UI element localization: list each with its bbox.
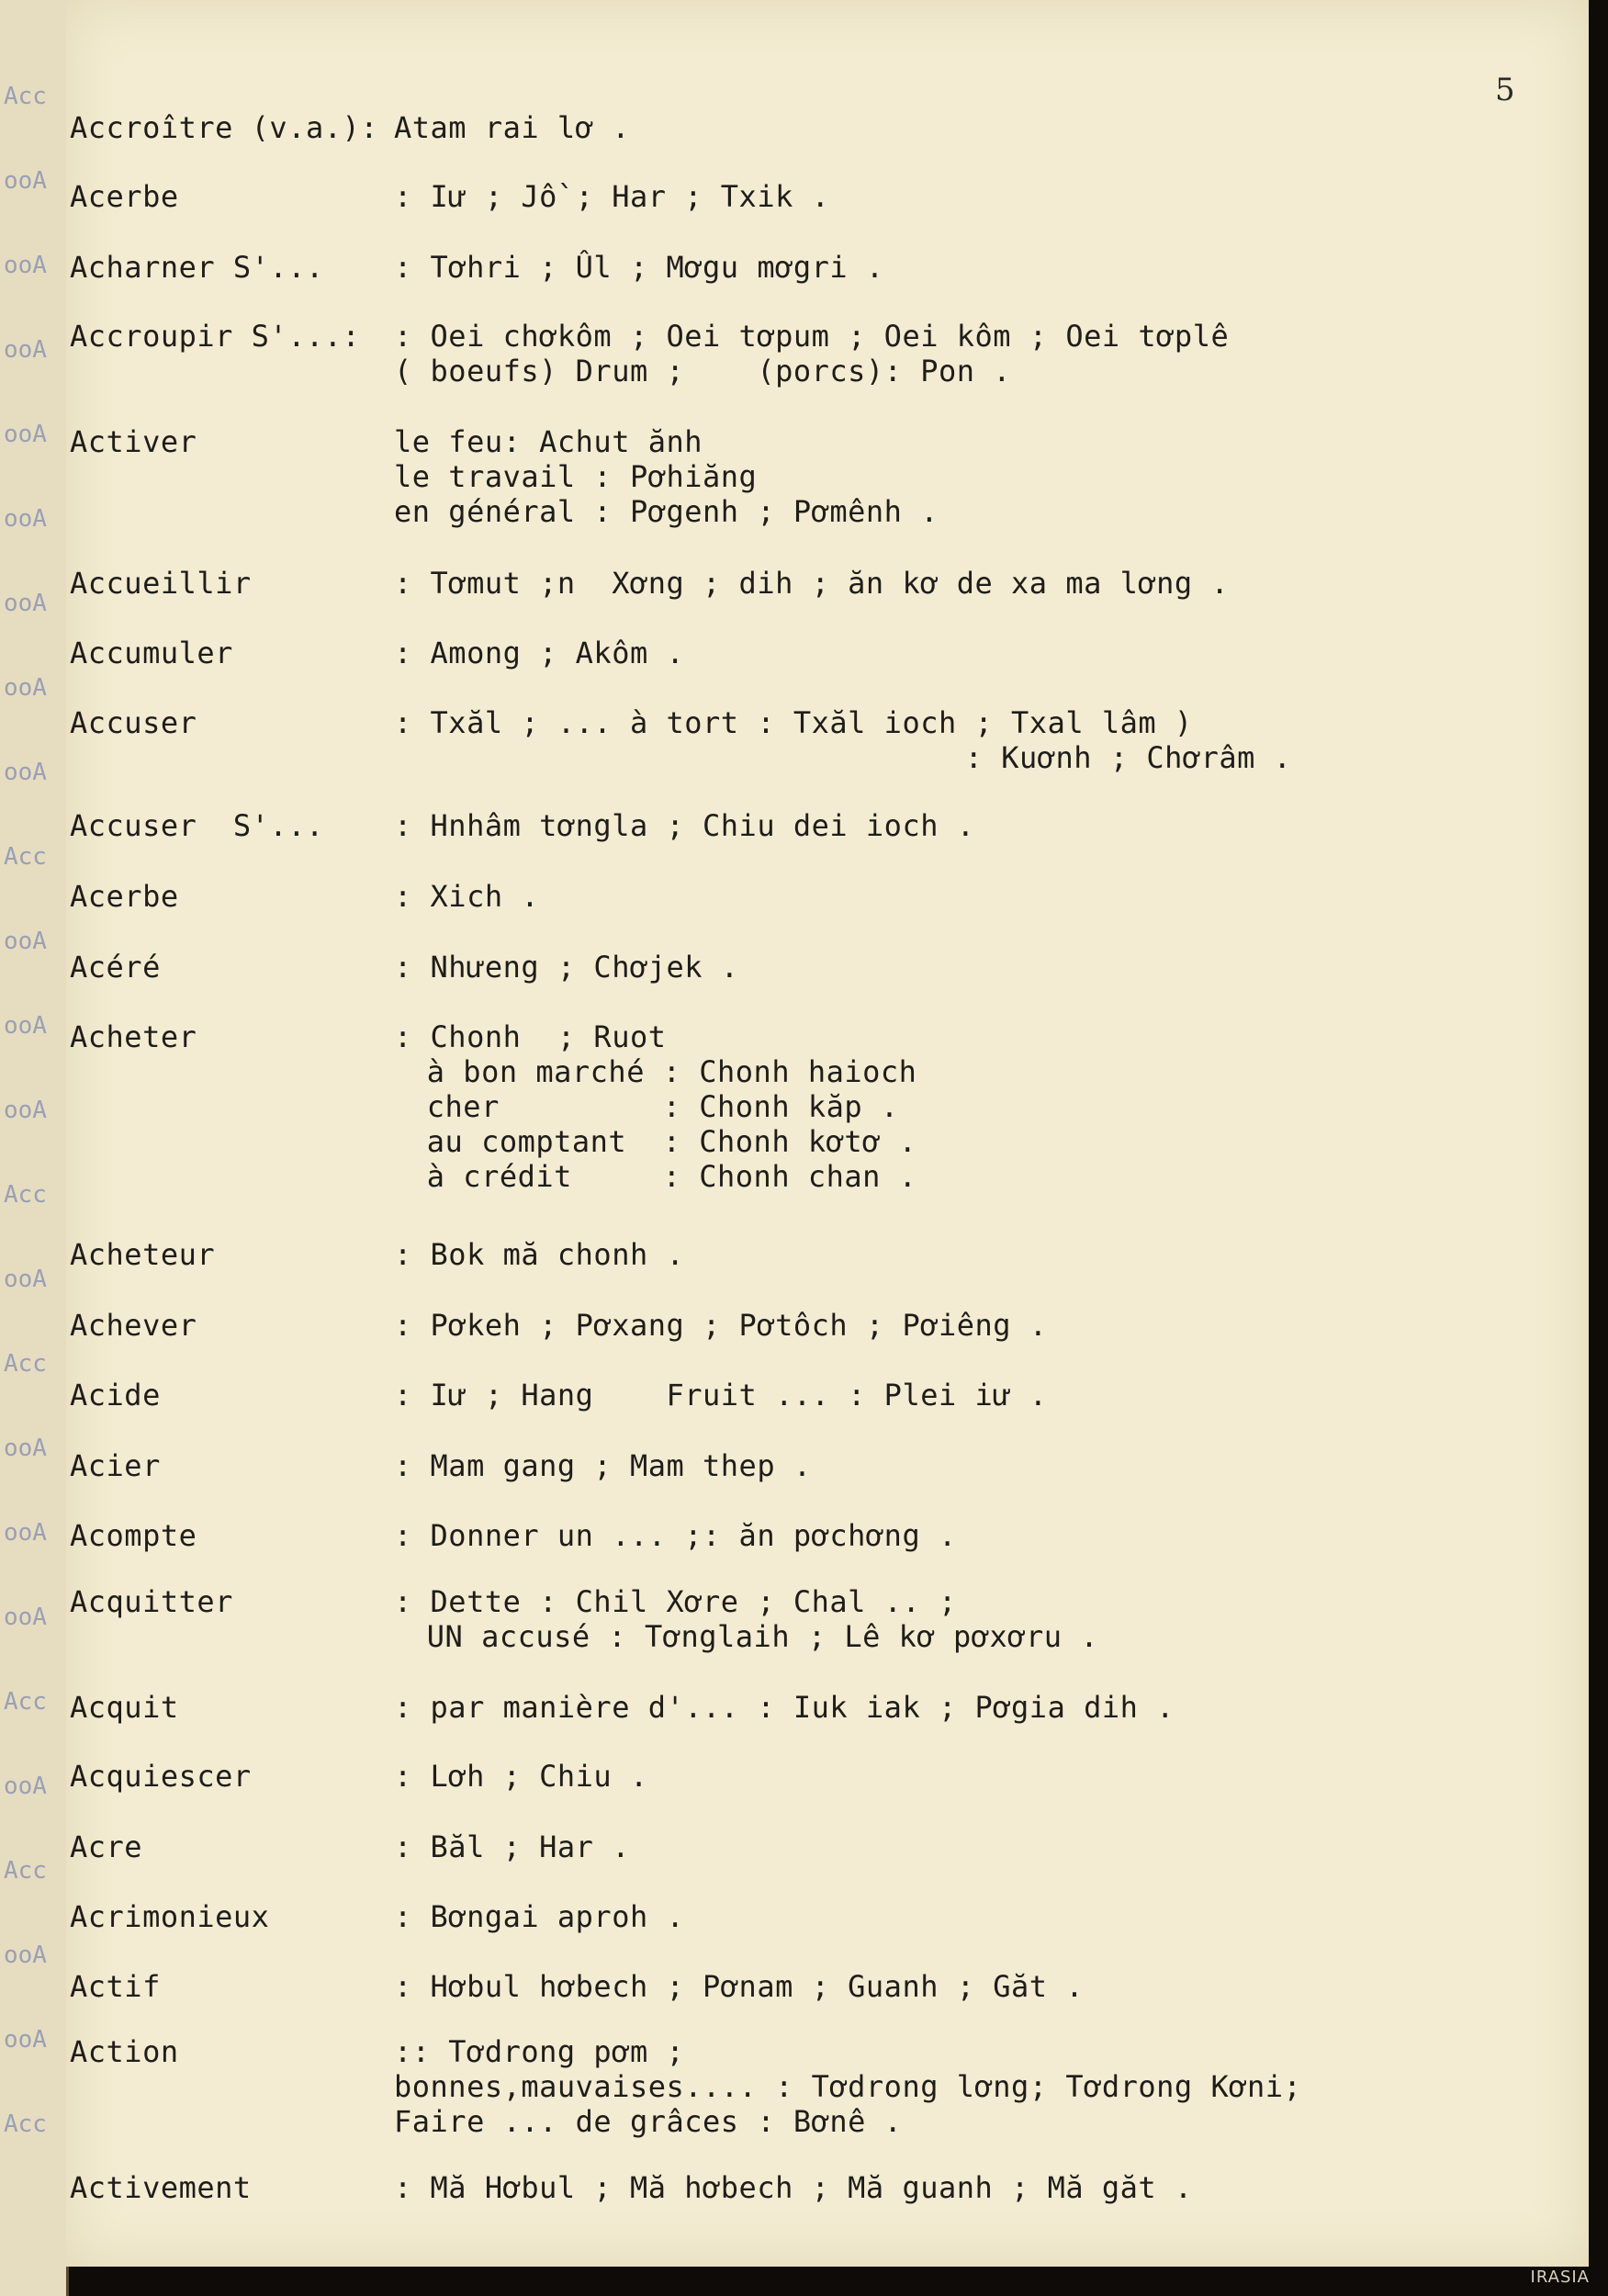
bleed-text: ooA — [4, 336, 47, 364]
bleed-text: ooA — [4, 1012, 47, 1040]
entry-definitions — [394, 179, 829, 214]
entry-definitions — [394, 566, 1229, 601]
bleed-text: Acc — [4, 843, 47, 871]
bleed-text: ooA — [4, 928, 47, 955]
bleed-text: ooA — [4, 1941, 47, 1969]
definition-line: : Bok mă chonh . — [394, 1237, 685, 1272]
definition-line: : Nhưeng ; Chơjek . — [394, 950, 739, 985]
entry-definitions — [394, 1237, 684, 1272]
bleed-text: ooA — [4, 590, 47, 617]
definition-line: : Hnhâm tơngla ; Chiu dei ioch . — [394, 808, 975, 843]
bleed-text: ooA — [4, 167, 47, 195]
bleed-text: ooA — [4, 505, 47, 533]
dictionary-page — [66, 0, 1589, 2267]
bleed-text: ooA — [4, 1519, 47, 1547]
entry-term: Accueillir — [70, 566, 252, 601]
entry-term: Actif — [70, 1969, 161, 2004]
bleed-text: Acc — [4, 2110, 47, 2138]
entry-term: Acide — [70, 1378, 161, 1412]
entry-definitions — [394, 705, 1291, 775]
bleed-text: Acc — [4, 1350, 47, 1378]
bleed-text: ooA — [4, 1604, 47, 1631]
entry-term: Acquitter — [70, 1584, 233, 1619]
definition-line: : Iư ; Jồ ; Har ; Txik . — [394, 179, 830, 214]
definition-line: : Dette : Chil Xơre ; Chal .. ; — [394, 1584, 957, 1619]
entry-definitions — [394, 424, 939, 529]
entry-term: Acéré — [70, 950, 161, 985]
entry-definitions — [394, 110, 630, 145]
bleed-text: Acc — [4, 1857, 47, 1885]
definition-line: : Donner un ... ;: ăn pơchơng . — [394, 1518, 957, 1553]
definition-line: : Tơhri ; Ûl ; Mơgu mơgri . — [394, 250, 884, 285]
definition-line: : Pơkeh ; Pơxang ; Pơtôch ; Pơiêng . — [394, 1308, 1048, 1343]
entry-definitions — [394, 1759, 648, 1794]
entry-term: Accumuler — [70, 636, 233, 670]
definition-line: le travail : Pơhiăng — [394, 459, 758, 494]
definition-line: Atam rai lơ . — [394, 110, 630, 145]
definition-line: à bon marché : Chonh haioch — [409, 1054, 917, 1089]
bleed-text: Acc — [4, 1181, 47, 1209]
bleed-text: Acc — [4, 1688, 47, 1716]
entry-term: Accroître (v.a.): — [70, 110, 379, 145]
bleed-text: ooA — [4, 674, 47, 702]
entry-term: Accroupir S'...: — [70, 319, 361, 354]
entry-definitions — [394, 250, 884, 285]
entry-definitions — [394, 1899, 684, 1934]
entry-term: Acompte — [70, 1518, 197, 1553]
definition-line: : Kuơnh ; Chơrâm . — [783, 740, 1292, 775]
entry-definitions — [394, 1378, 1048, 1412]
entry-term: Activement — [70, 2170, 252, 2205]
entry-term: Acquit — [70, 1690, 179, 1725]
bleed-text: ooA — [4, 759, 47, 786]
entry-term: Acier — [70, 1448, 161, 1483]
definition-line: bonnes,mauvaises.... : Tơdrong lơng; Tơdrong Kơni; — [394, 2069, 1302, 2104]
definition-line: au comptant : Chonh kơtơ . — [409, 1124, 917, 1159]
entry-definitions — [394, 1518, 957, 1553]
definition-line: : Băl ; Har . — [394, 1829, 630, 1864]
definition-line: le feu: Achut ănh — [394, 424, 703, 459]
entry-definitions — [394, 950, 739, 985]
entry-definitions — [394, 2034, 1301, 2139]
entry-term: Action — [70, 2034, 179, 2069]
entry-definitions — [394, 1308, 1048, 1343]
entry-term: Accuser — [70, 705, 197, 740]
entry-term: Acharner S'... — [70, 250, 324, 285]
bleed-text: Acc — [4, 83, 47, 110]
watermark: IRASIA — [1530, 2268, 1590, 2287]
entry-definitions — [394, 1690, 1175, 1725]
entry-term: Acre — [70, 1829, 143, 1864]
entry-term: Acquiescer — [70, 1759, 252, 1794]
definition-line: : Oei chơkôm ; Oei tơpum ; Oei kôm ; Oei tơplê — [394, 319, 1230, 354]
definition-line: : Xich . — [394, 879, 540, 914]
definition-line: : Mă Hơbul ; Mă hơbech ; Mă guanh ; Mă găt . — [394, 2170, 1193, 2205]
definition-line: ( boeufs) Drum ; (porcs): Pon . — [394, 354, 1012, 388]
definition-line: :: Tơdrong pơm ; — [394, 2034, 685, 2069]
entry-definitions — [394, 879, 539, 914]
bleed-text: ooA — [4, 421, 47, 448]
entry-definitions — [394, 1829, 630, 1864]
entry-definitions — [394, 1584, 1098, 1654]
definition-line: : Bơngai aproh . — [394, 1899, 685, 1934]
bleed-text: ooA — [4, 1773, 47, 1800]
definition-line: : Mam gang ; Mam thep . — [394, 1448, 812, 1483]
entry-definitions — [394, 319, 1229, 388]
entry-term: Acrimonieux — [70, 1899, 270, 1934]
definition-line: : Txăl ; ... à tort : Txăl ioch ; Txal lâm ) — [394, 705, 1193, 740]
definition-line: : par manière d'... : Iuk iak ; Pơgia dih . — [394, 1690, 1175, 1725]
entry-definitions — [394, 808, 975, 843]
definition-line: cher : Chonh kăp . — [409, 1089, 899, 1124]
bleed-text: ooA — [4, 1097, 47, 1124]
bleed-text: ooA — [4, 2026, 47, 2054]
definition-line: : Iư ; Hang Fruit ... : Plei iư . — [394, 1378, 1048, 1412]
entry-definitions — [394, 2170, 1193, 2205]
definition-line: : Chonh ; Ruot — [394, 1019, 667, 1054]
entry-term: Acerbe — [70, 179, 179, 214]
entry-definitions — [394, 1969, 1084, 2004]
definition-line: UN accusé : Tơnglaih ; Lê kơ pơxơru . — [409, 1619, 1099, 1654]
entry-term: Achever — [70, 1308, 197, 1343]
entry-term: Acheter — [70, 1019, 197, 1054]
entry-term: Acheteur — [70, 1237, 216, 1272]
definition-line: : Hơbul hơbech ; Pơnam ; Guanh ; Găt . — [394, 1969, 1085, 2004]
entry-term: Activer — [70, 424, 197, 459]
bleed-text: ooA — [4, 1266, 47, 1293]
definition-line: en général : Pơgenh ; Pơmênh . — [394, 494, 939, 529]
bleed-text: ooA — [4, 1435, 47, 1462]
definition-line: : Lơh ; Chiu . — [394, 1759, 648, 1794]
bleed-text: ooA — [4, 252, 47, 279]
page-number: 5 — [1495, 72, 1515, 108]
previous-page-edge — [0, 0, 69, 2296]
entry-definitions — [394, 1448, 812, 1483]
entry-term: Acerbe — [70, 879, 179, 914]
entry-term: Accuser S'... — [70, 808, 324, 843]
definition-line: : Tơmut ;n Xơng ; dih ; ăn kơ de xa ma lơng . — [394, 566, 1230, 601]
definition-line: à crédit : Chonh chan . — [409, 1159, 917, 1194]
definition-line: : Among ; Akôm . — [394, 636, 685, 670]
definition-line: Faire ... de grâces : Bơnê . — [394, 2104, 903, 2139]
entry-definitions — [394, 636, 684, 670]
entry-definitions — [394, 1019, 916, 1194]
